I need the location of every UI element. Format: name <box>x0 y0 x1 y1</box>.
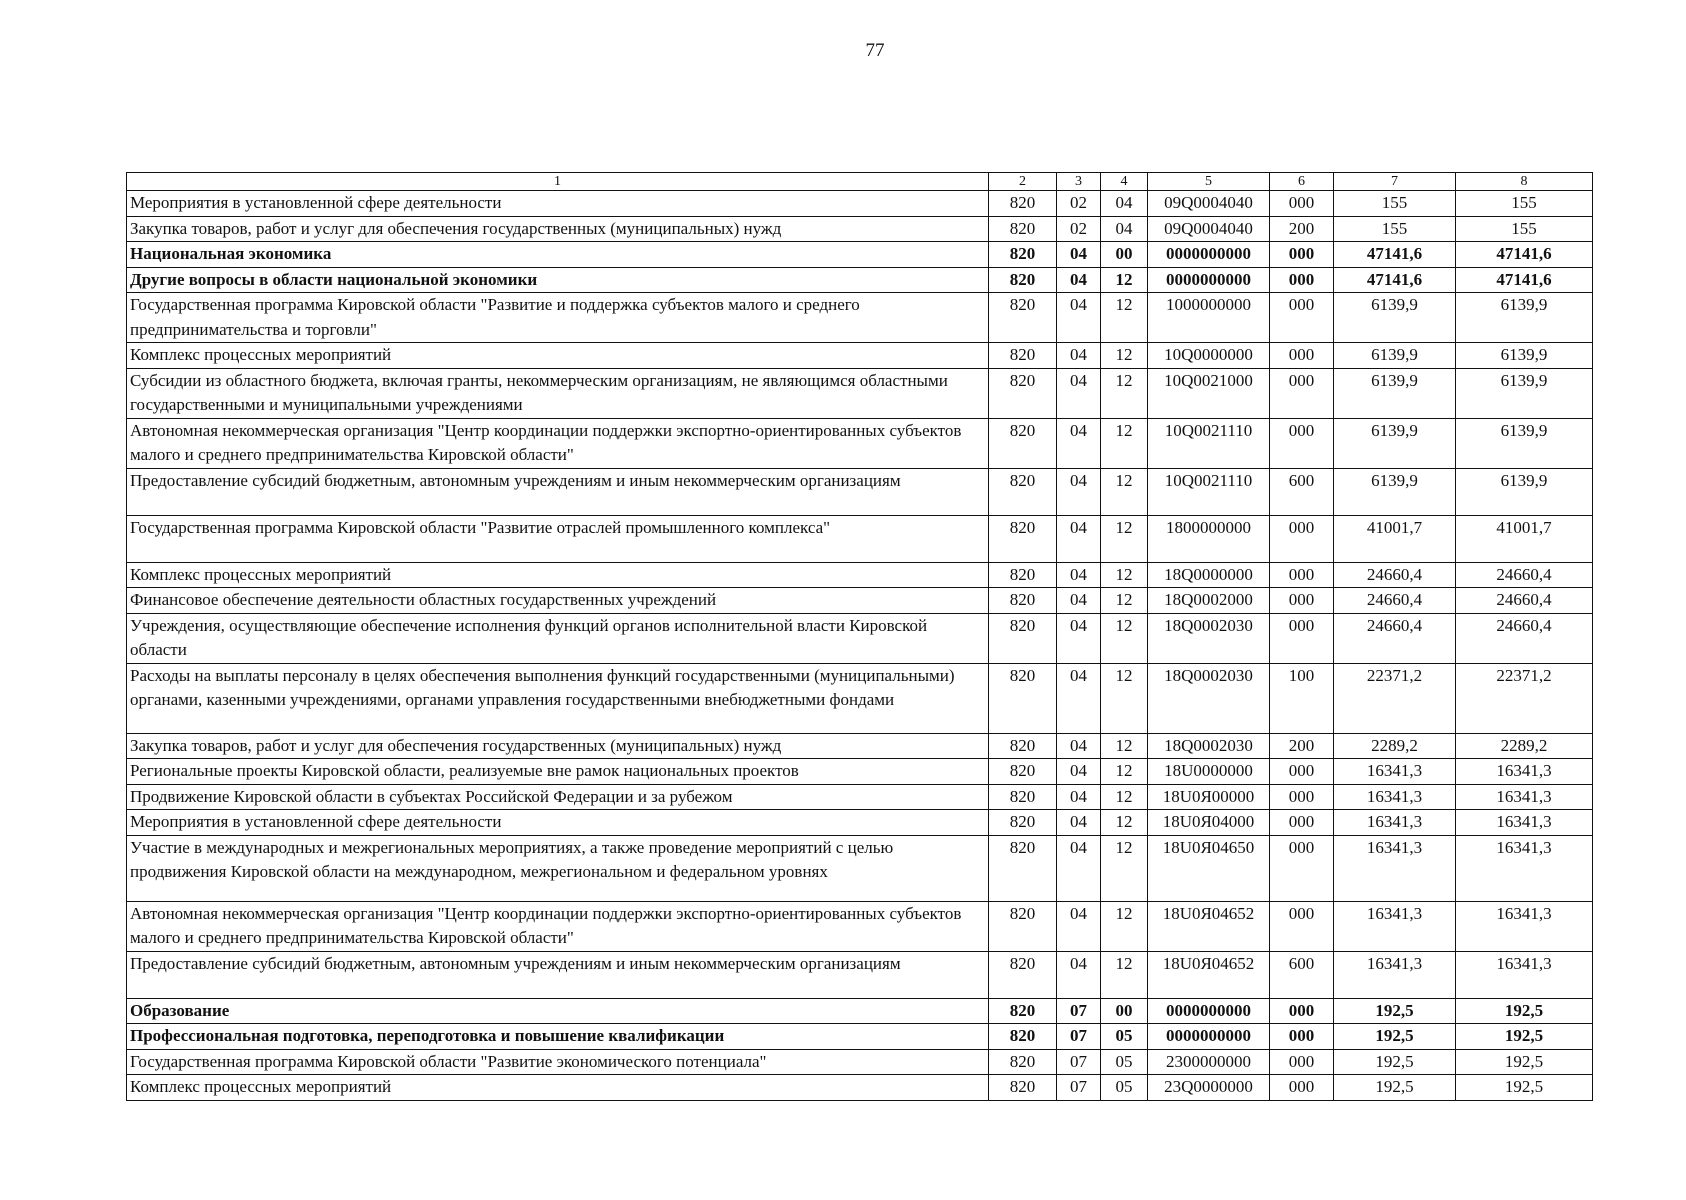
subsection-code: 12 <box>1101 613 1148 663</box>
row-name: Государственная программа Кировской области "Развитие экономического потенциала" <box>127 1049 989 1075</box>
admin-code: 820 <box>989 784 1057 810</box>
amount-col7: 2289,2 <box>1334 733 1456 759</box>
target-article-code: 18U0Я04652 <box>1148 951 1270 998</box>
header-cell-4: 4 <box>1101 173 1148 191</box>
target-article-code: 10Q0021110 <box>1148 418 1270 468</box>
table-row <box>127 998 1593 1024</box>
subsection-code: 12 <box>1101 562 1148 588</box>
table-row <box>127 515 1593 562</box>
table-row <box>127 242 1593 268</box>
amount-col8: 24660,4 <box>1456 588 1593 614</box>
table-row <box>127 468 1593 515</box>
section-code: 04 <box>1057 784 1101 810</box>
target-article-code: 18Q0002030 <box>1148 663 1270 733</box>
subsection-code: 12 <box>1101 588 1148 614</box>
expense-type-code: 000 <box>1270 368 1334 418</box>
expense-type-code: 000 <box>1270 293 1334 343</box>
subsection-code: 05 <box>1101 1049 1148 1075</box>
section-code: 04 <box>1057 368 1101 418</box>
amount-col7: 6139,9 <box>1334 293 1456 343</box>
target-article-code: 18Q0000000 <box>1148 562 1270 588</box>
row-name: Комплекс процессных мероприятий <box>127 562 989 588</box>
expense-type-code: 000 <box>1270 901 1334 951</box>
admin-code: 820 <box>989 835 1057 901</box>
section-code: 04 <box>1057 901 1101 951</box>
amount-col7: 6139,9 <box>1334 468 1456 515</box>
table-row <box>127 784 1593 810</box>
admin-code: 820 <box>989 242 1057 268</box>
amount-col8: 155 <box>1456 191 1593 217</box>
amount-col8: 16341,3 <box>1456 784 1593 810</box>
subsection-code: 12 <box>1101 733 1148 759</box>
amount-col8: 192,5 <box>1456 1024 1593 1050</box>
table-row <box>127 733 1593 759</box>
section-code: 02 <box>1057 191 1101 217</box>
admin-code: 820 <box>989 1049 1057 1075</box>
amount-col8: 6139,9 <box>1456 418 1593 468</box>
header-cell-6: 6 <box>1270 173 1334 191</box>
row-name: Финансовое обеспечение деятельности областных государственных учреждений <box>127 588 989 614</box>
target-article-code: 0000000000 <box>1148 998 1270 1024</box>
admin-code: 820 <box>989 1024 1057 1050</box>
target-article-code: 10Q0021000 <box>1148 368 1270 418</box>
amount-col7: 24660,4 <box>1334 562 1456 588</box>
amount-col7: 16341,3 <box>1334 951 1456 998</box>
header-cell-1: 1 <box>127 173 989 191</box>
subsection-code: 12 <box>1101 293 1148 343</box>
subsection-code: 12 <box>1101 951 1148 998</box>
amount-col7: 192,5 <box>1334 1075 1456 1101</box>
subsection-code: 04 <box>1101 216 1148 242</box>
expense-type-code: 000 <box>1270 784 1334 810</box>
target-article-code: 0000000000 <box>1148 267 1270 293</box>
subsection-code: 12 <box>1101 663 1148 733</box>
row-name: Мероприятия в установленной сфере деятельности <box>127 191 989 217</box>
row-name: Автономная некоммерческая организация "Центр координации поддержки экспортно-ориентированных субъектов малого и среднего предпринимательства Кировской области" <box>127 901 989 951</box>
table-row <box>127 293 1593 343</box>
amount-col7: 47141,6 <box>1334 242 1456 268</box>
row-name: Учреждения, осуществляющие обеспечение исполнения функций органов исполнительной власти Кировской области <box>127 613 989 663</box>
budget-table <box>126 172 1593 1101</box>
amount-col8: 6139,9 <box>1456 468 1593 515</box>
header-cell-8: 8 <box>1456 173 1593 191</box>
target-article-code: 18U0Я04000 <box>1148 810 1270 836</box>
table-row <box>127 418 1593 468</box>
section-code: 04 <box>1057 343 1101 369</box>
row-name: Закупка товаров, работ и услуг для обеспечения государственных (муниципальных) нужд <box>127 216 989 242</box>
row-name: Расходы на выплаты персоналу в целях обеспечения выполнения функций государственными (муниципальными) органами, казенными учреждениями, органами управления государственными внебюджетными фондами <box>127 663 989 733</box>
section-code: 07 <box>1057 1049 1101 1075</box>
section-code: 04 <box>1057 242 1101 268</box>
row-name: Региональные проекты Кировской области, реализуемые вне рамок национальных проектов <box>127 759 989 785</box>
row-name: Продвижение Кировской области в субъектах Российской Федерации и за рубежом <box>127 784 989 810</box>
expense-type-code: 000 <box>1270 418 1334 468</box>
amount-col7: 24660,4 <box>1334 613 1456 663</box>
amount-col8: 24660,4 <box>1456 613 1593 663</box>
target-article-code: 18U0Я00000 <box>1148 784 1270 810</box>
amount-col8: 16341,3 <box>1456 951 1593 998</box>
amount-col7: 155 <box>1334 216 1456 242</box>
section-code: 04 <box>1057 293 1101 343</box>
section-code: 04 <box>1057 733 1101 759</box>
row-name: Комплекс процессных мероприятий <box>127 343 989 369</box>
table-row <box>127 267 1593 293</box>
expense-type-code: 000 <box>1270 1049 1334 1075</box>
amount-col8: 155 <box>1456 216 1593 242</box>
target-article-code: 09Q0004040 <box>1148 216 1270 242</box>
target-article-code: 18Q0002030 <box>1148 733 1270 759</box>
table-row <box>127 368 1593 418</box>
admin-code: 820 <box>989 1075 1057 1101</box>
subsection-code: 12 <box>1101 468 1148 515</box>
expense-type-code: 000 <box>1270 1075 1334 1101</box>
amount-col7: 16341,3 <box>1334 901 1456 951</box>
expense-type-code: 000 <box>1270 998 1334 1024</box>
table-row <box>127 216 1593 242</box>
amount-col8: 41001,7 <box>1456 515 1593 562</box>
row-name: Участие в международных и межрегиональных мероприятиях, а также проведение мероприятий с целью продвижения Кировской области на международном, межрегиональном и федеральном уровнях <box>127 835 989 901</box>
admin-code: 820 <box>989 191 1057 217</box>
amount-col7: 16341,3 <box>1334 759 1456 785</box>
amount-col7: 16341,3 <box>1334 810 1456 836</box>
page-number: 77 <box>865 40 885 61</box>
table-row <box>127 1075 1593 1101</box>
amount-col8: 192,5 <box>1456 1049 1593 1075</box>
amount-col8: 6139,9 <box>1456 293 1593 343</box>
amount-col7: 16341,3 <box>1334 835 1456 901</box>
expense-type-code: 600 <box>1270 468 1334 515</box>
section-code: 04 <box>1057 835 1101 901</box>
section-code: 04 <box>1057 663 1101 733</box>
row-name: Мероприятия в установленной сфере деятельности <box>127 810 989 836</box>
amount-col8: 47141,6 <box>1456 242 1593 268</box>
amount-col8: 24660,4 <box>1456 562 1593 588</box>
subsection-code: 12 <box>1101 343 1148 369</box>
table-row <box>127 759 1593 785</box>
row-name: Национальная экономика <box>127 242 989 268</box>
subsection-code: 12 <box>1101 267 1148 293</box>
admin-code: 820 <box>989 810 1057 836</box>
expense-type-code: 200 <box>1270 216 1334 242</box>
header-cell-7: 7 <box>1334 173 1456 191</box>
section-code: 07 <box>1057 998 1101 1024</box>
admin-code: 820 <box>989 343 1057 369</box>
amount-col7: 22371,2 <box>1334 663 1456 733</box>
subsection-code: 12 <box>1101 810 1148 836</box>
amount-col7: 24660,4 <box>1334 588 1456 614</box>
subsection-code: 12 <box>1101 784 1148 810</box>
expense-type-code: 000 <box>1270 267 1334 293</box>
expense-type-code: 200 <box>1270 733 1334 759</box>
section-code: 04 <box>1057 759 1101 785</box>
amount-col7: 47141,6 <box>1334 267 1456 293</box>
section-code: 07 <box>1057 1024 1101 1050</box>
row-name: Автономная некоммерческая организация "Центр координации поддержки экспортно-ориентированных субъектов малого и среднего предпринимательства Кировской области" <box>127 418 989 468</box>
admin-code: 820 <box>989 418 1057 468</box>
expense-type-code: 000 <box>1270 343 1334 369</box>
target-article-code: 10Q0021110 <box>1148 468 1270 515</box>
table-body <box>127 173 1593 1101</box>
expense-type-code: 000 <box>1270 515 1334 562</box>
admin-code: 820 <box>989 613 1057 663</box>
subsection-code: 12 <box>1101 368 1148 418</box>
target-article-code: 10Q0000000 <box>1148 343 1270 369</box>
expense-type-code: 000 <box>1270 759 1334 785</box>
amount-col8: 22371,2 <box>1456 663 1593 733</box>
amount-col8: 192,5 <box>1456 1075 1593 1101</box>
expense-type-code: 000 <box>1270 810 1334 836</box>
amount-col7: 155 <box>1334 191 1456 217</box>
expense-type-code: 000 <box>1270 242 1334 268</box>
section-code: 04 <box>1057 468 1101 515</box>
amount-col7: 192,5 <box>1334 998 1456 1024</box>
section-code: 04 <box>1057 267 1101 293</box>
subsection-code: 12 <box>1101 901 1148 951</box>
admin-code: 820 <box>989 998 1057 1024</box>
amount-col7: 41001,7 <box>1334 515 1456 562</box>
amount-col8: 192,5 <box>1456 998 1593 1024</box>
subsection-code: 00 <box>1101 998 1148 1024</box>
target-article-code: 09Q0004040 <box>1148 191 1270 217</box>
section-code: 02 <box>1057 216 1101 242</box>
row-name: Предоставление субсидий бюджетным, автономным учреждениям и иным некоммерческим организациям <box>127 951 989 998</box>
admin-code: 820 <box>989 901 1057 951</box>
expense-type-code: 000 <box>1270 835 1334 901</box>
section-code: 04 <box>1057 810 1101 836</box>
target-article-code: 23Q0000000 <box>1148 1075 1270 1101</box>
expense-type-code: 000 <box>1270 588 1334 614</box>
subsection-code: 12 <box>1101 418 1148 468</box>
amount-col7: 6139,9 <box>1334 418 1456 468</box>
expense-type-code: 100 <box>1270 663 1334 733</box>
row-name: Закупка товаров, работ и услуг для обеспечения государственных (муниципальных) нужд <box>127 733 989 759</box>
target-article-code: 1800000000 <box>1148 515 1270 562</box>
admin-code: 820 <box>989 588 1057 614</box>
target-article-code: 18U0Я04652 <box>1148 901 1270 951</box>
amount-col8: 47141,6 <box>1456 267 1593 293</box>
table-row <box>127 613 1593 663</box>
amount-col7: 16341,3 <box>1334 784 1456 810</box>
target-article-code: 18U0Я04650 <box>1148 835 1270 901</box>
target-article-code: 2300000000 <box>1148 1049 1270 1075</box>
section-code: 04 <box>1057 588 1101 614</box>
amount-col8: 16341,3 <box>1456 759 1593 785</box>
amount-col8: 16341,3 <box>1456 810 1593 836</box>
subsection-code: 05 <box>1101 1024 1148 1050</box>
expense-type-code: 000 <box>1270 613 1334 663</box>
target-article-code: 0000000000 <box>1148 242 1270 268</box>
amount-col7: 6139,9 <box>1334 343 1456 369</box>
table-row <box>127 901 1593 951</box>
admin-code: 820 <box>989 293 1057 343</box>
expense-type-code: 000 <box>1270 191 1334 217</box>
row-name: Предоставление субсидий бюджетным, автономным учреждениям и иным некоммерческим организациям <box>127 468 989 515</box>
admin-code: 820 <box>989 733 1057 759</box>
target-article-code: 18U0000000 <box>1148 759 1270 785</box>
table-row <box>127 835 1593 901</box>
target-article-code: 0000000000 <box>1148 1024 1270 1050</box>
table-row <box>127 191 1593 217</box>
amount-col8: 16341,3 <box>1456 835 1593 901</box>
amount-col8: 6139,9 <box>1456 368 1593 418</box>
subsection-code: 00 <box>1101 242 1148 268</box>
table-row <box>127 588 1593 614</box>
admin-code: 820 <box>989 759 1057 785</box>
section-code: 04 <box>1057 515 1101 562</box>
section-code: 04 <box>1057 562 1101 588</box>
table-row <box>127 663 1593 733</box>
subsection-code: 12 <box>1101 759 1148 785</box>
amount-col8: 2289,2 <box>1456 733 1593 759</box>
section-code: 04 <box>1057 418 1101 468</box>
subsection-code: 04 <box>1101 191 1148 217</box>
target-article-code: 1000000000 <box>1148 293 1270 343</box>
expense-type-code: 600 <box>1270 951 1334 998</box>
subsection-code: 12 <box>1101 835 1148 901</box>
header-cell-3: 3 <box>1057 173 1101 191</box>
table-row <box>127 1049 1593 1075</box>
row-name: Другие вопросы в области национальной экономики <box>127 267 989 293</box>
header-cell-2: 2 <box>989 173 1057 191</box>
subsection-code: 12 <box>1101 515 1148 562</box>
row-name: Комплекс процессных мероприятий <box>127 1075 989 1101</box>
table-row <box>127 810 1593 836</box>
table-row <box>127 951 1593 998</box>
table-row <box>127 1024 1593 1050</box>
row-name: Субсидии из областного бюджета, включая гранты, некоммерческим организациям, не являющимся областными государственными и муниципальными учреждениями <box>127 368 989 418</box>
row-name: Профессиональная подготовка, переподготовка и повышение квалификации <box>127 1024 989 1050</box>
amount-col7: 192,5 <box>1334 1024 1456 1050</box>
expense-type-code: 000 <box>1270 1024 1334 1050</box>
row-name: Государственная программа Кировской области "Развитие и поддержка субъектов малого и среднего предпринимательства и торговли" <box>127 293 989 343</box>
section-code: 04 <box>1057 951 1101 998</box>
header-cell-5: 5 <box>1148 173 1270 191</box>
amount-col8: 16341,3 <box>1456 901 1593 951</box>
row-name: Государственная программа Кировской области "Развитие отраслей промышленного комплекса" <box>127 515 989 562</box>
admin-code: 820 <box>989 515 1057 562</box>
admin-code: 820 <box>989 216 1057 242</box>
amount-col7: 6139,9 <box>1334 368 1456 418</box>
table-row <box>127 343 1593 369</box>
admin-code: 820 <box>989 663 1057 733</box>
amount-col7: 192,5 <box>1334 1049 1456 1075</box>
amount-col8: 6139,9 <box>1456 343 1593 369</box>
row-name: Образование <box>127 998 989 1024</box>
admin-code: 820 <box>989 468 1057 515</box>
expense-type-code: 000 <box>1270 562 1334 588</box>
target-article-code: 18Q0002030 <box>1148 613 1270 663</box>
table-header-row <box>127 173 1593 191</box>
table-row <box>127 562 1593 588</box>
target-article-code: 18Q0002000 <box>1148 588 1270 614</box>
admin-code: 820 <box>989 267 1057 293</box>
admin-code: 820 <box>989 562 1057 588</box>
section-code: 04 <box>1057 613 1101 663</box>
section-code: 07 <box>1057 1075 1101 1101</box>
subsection-code: 05 <box>1101 1075 1148 1101</box>
admin-code: 820 <box>989 951 1057 998</box>
admin-code: 820 <box>989 368 1057 418</box>
